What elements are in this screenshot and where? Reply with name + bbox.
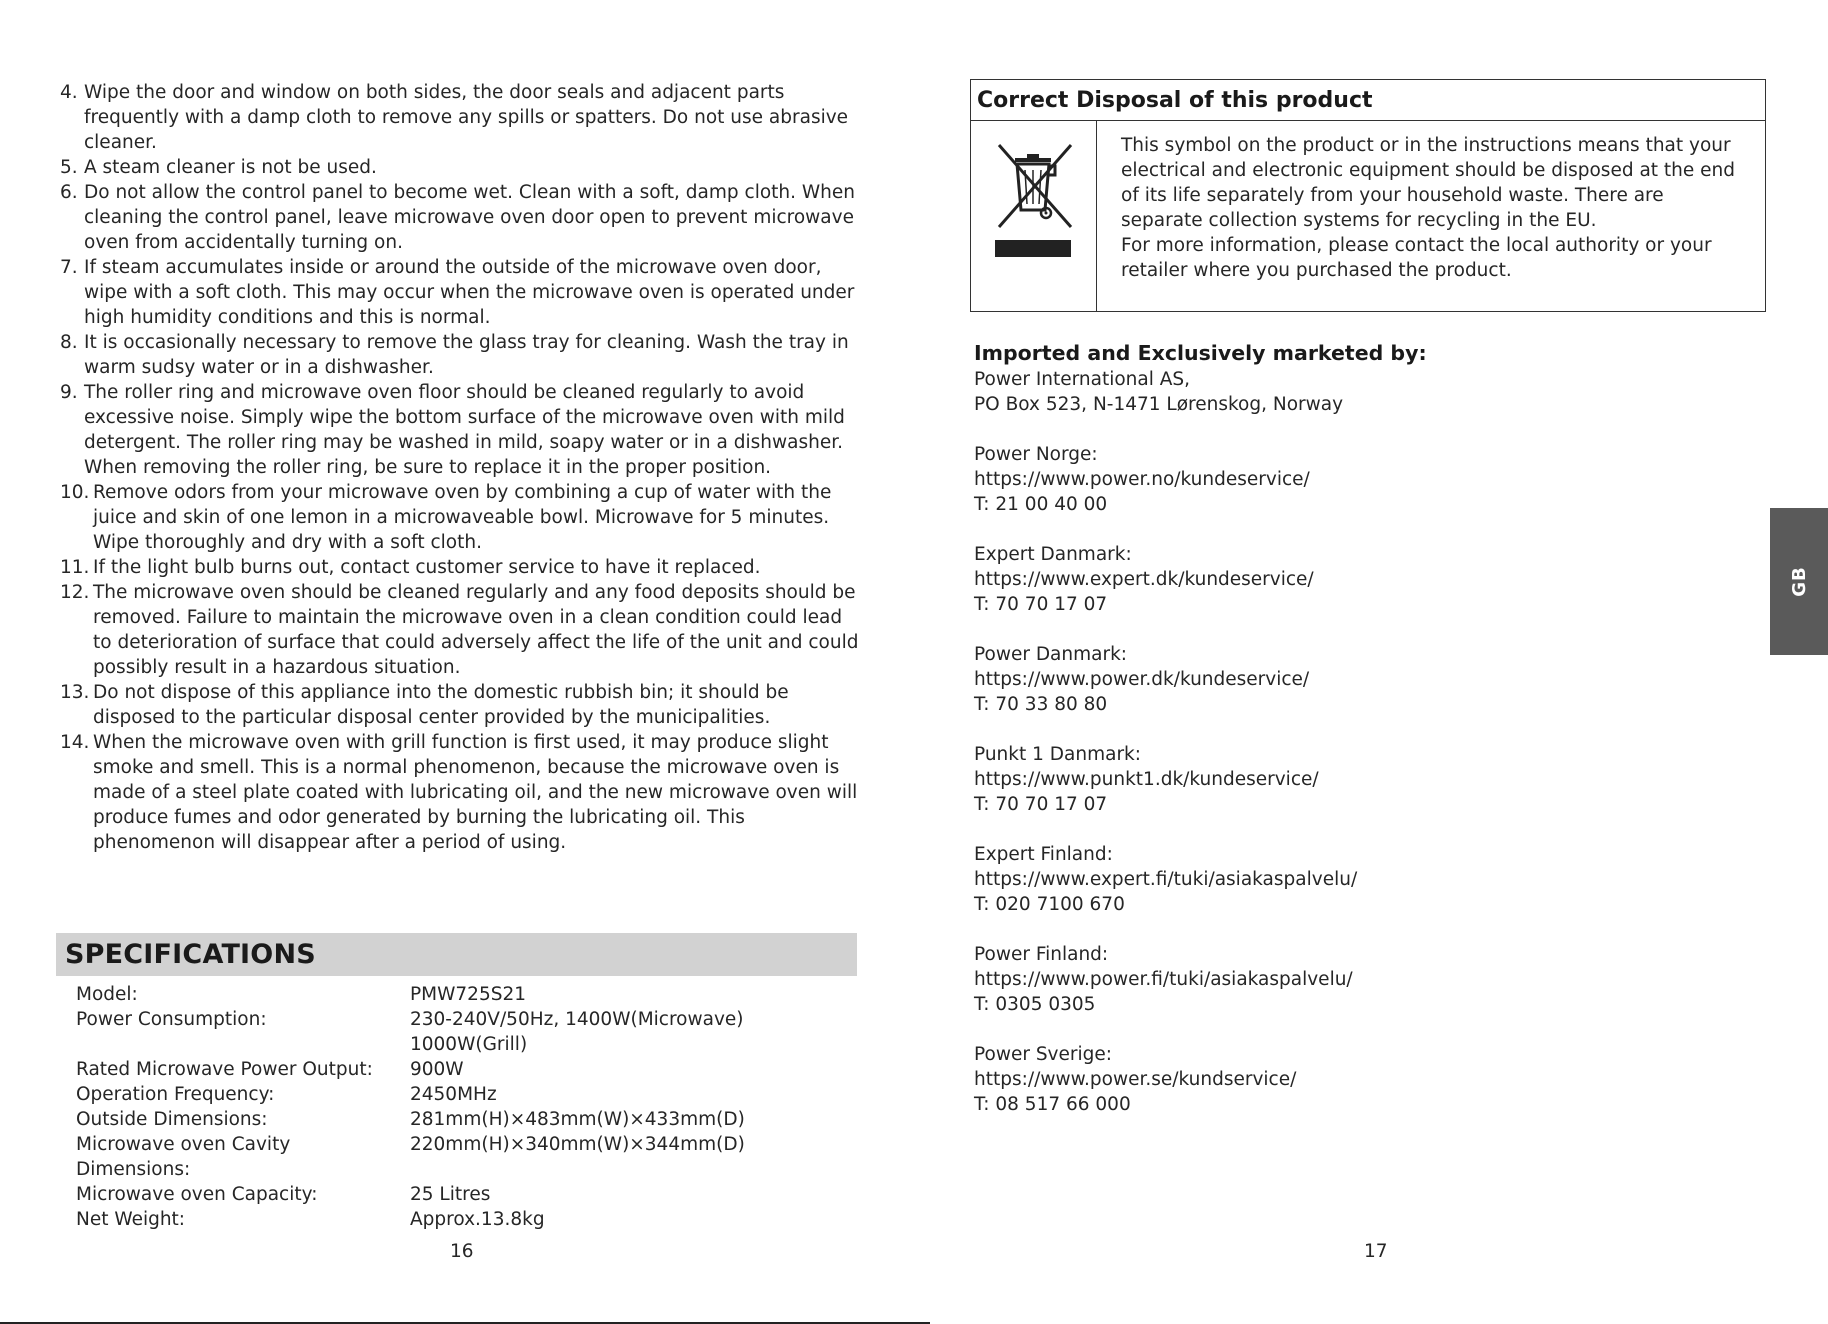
list-item-text: If steam accumulates inside or around the outside of the microwave oven door, wipe with a soft cloth. This may occur when the microwave oven is operated under high humidity conditions and this is normal. (84, 257, 855, 328)
contact-block (974, 542, 1734, 617)
spec-value: 281mm(H)×483mm(W)×433mm(D) (410, 1109, 745, 1130)
contact-phone: T: 020 7100 670 (974, 894, 1125, 915)
list-item-text: Do not dispose of this appliance into the domestic rubbish bin; it should be disposed to the particular disposal center provided by the municipalities. (93, 682, 789, 728)
list-item-number: 14. (60, 732, 90, 753)
list-item (60, 730, 860, 855)
list-item (60, 580, 860, 680)
list-item-number: 4. (60, 82, 78, 103)
spec-value: 2450MHz (410, 1084, 497, 1105)
list-item (60, 330, 860, 380)
list-item-number: 11. (60, 557, 90, 578)
spec-label: Model: (76, 984, 138, 1005)
contact-name: Power Norge: (974, 444, 1098, 465)
list-item (60, 380, 860, 480)
contact-url: https://www.expert.fi/tuki/asiakaspalvelu/ (974, 869, 1358, 890)
list-item (60, 180, 860, 255)
contact-block (974, 742, 1734, 817)
disposal-notice-box (970, 79, 1766, 312)
importer-title: Imported and Exclusively marketed by: (974, 341, 1427, 365)
disposal-text (1121, 133, 1751, 283)
contact-phone: T: 70 70 17 07 (974, 594, 1108, 615)
crossed-out-wheelie-bin-icon (981, 137, 1085, 257)
language-tab (1770, 508, 1828, 655)
contact-phone: T: 70 33 80 80 (974, 694, 1108, 715)
list-item-text: When the microwave oven with grill function is first used, it may produce slight smoke and smell. This is a normal phenomenon, because the microwave oven is made of a steel plate coated with lubricating oil, and the new microwave oven will produce fumes and odor generated by burning the lubricating oil. This phenomenon will disappear after a period of using. (93, 732, 858, 853)
table-row (76, 982, 836, 1007)
list-item-text: Do not allow the control panel to become wet. Clean with a soft, damp cloth. When cleaning the control panel, leave microwave oven door open to prevent microwave oven from accidentally turning on. (84, 182, 856, 253)
contact-name: Power Sverige: (974, 1044, 1112, 1065)
list-item-text: The microwave oven should be cleaned regularly and any food deposits should be removed. Failure to maintain the microwave oven in a clean condition could lead to deterioration of surface that could adversely affect the life of the unit and could possibly result in a hazardous situation. (93, 582, 859, 678)
list-item (60, 480, 860, 555)
disposal-icon-cell (971, 121, 1097, 311)
table-row (76, 1207, 836, 1232)
list-item-number: 6. (60, 182, 78, 203)
contact-block (974, 442, 1734, 517)
list-item-number: 13. (60, 682, 90, 703)
specifications-header (56, 933, 857, 976)
list-item (60, 255, 860, 330)
language-tab-label: GB (1788, 566, 1810, 597)
list-item (60, 80, 860, 155)
table-row (76, 1057, 836, 1082)
contact-name: Punkt 1 Danmark: (974, 744, 1141, 765)
contact-phone: T: 70 70 17 07 (974, 794, 1108, 815)
page-number: 17 (1364, 1241, 1388, 1262)
importer-name: Power International AS, (974, 369, 1191, 390)
spec-label: Power Consumption: (76, 1009, 267, 1030)
contact-phone: T: 0305 0305 (974, 994, 1096, 1015)
contact-name: Power Finland: (974, 944, 1109, 965)
list-item-number: 8. (60, 332, 78, 353)
spec-label: Outside Dimensions: (76, 1109, 268, 1130)
contact-url: https://www.power.dk/kundeservice/ (974, 669, 1310, 690)
spec-value: Approx.13.8kg (410, 1209, 545, 1230)
disposal-title: Correct Disposal of this product (977, 87, 1373, 113)
importer-contacts (974, 340, 1734, 1117)
contact-name: Power Danmark: (974, 644, 1128, 665)
importer-address: PO Box 523, N-1471 Lørenskog, Norway (974, 394, 1344, 415)
table-row (76, 1107, 836, 1132)
spec-value: PMW725S21 (410, 984, 527, 1005)
table-row (76, 1182, 836, 1207)
contact-block (974, 1042, 1734, 1117)
table-row (76, 1082, 836, 1107)
spec-value: 230-240V/50Hz, 1400W(Microwave) 1000W(Grill) (410, 1009, 744, 1055)
spec-value: 25 Litres (410, 1184, 491, 1205)
table-row (76, 1007, 836, 1057)
contact-block (974, 842, 1734, 917)
disposal-paragraph: This symbol on the product or in the instructions means that your electrical and electronic equipment should be disposed at the end of its life separately from your household waste. There are separate collection systems for recycling in the EU. (1121, 135, 1736, 231)
spec-label: Operation Frequency: (76, 1084, 275, 1105)
list-item-text: A steam cleaner is not be used. (84, 157, 377, 178)
contact-name: Expert Finland: (974, 844, 1113, 865)
list-item-text: It is occasionally necessary to remove the glass tray for cleaning. Wash the tray in warm sudsy water or in a dishwasher. (84, 332, 849, 378)
contact-url: https://www.punkt1.dk/kundeservice/ (974, 769, 1319, 790)
list-item-text: Wipe the door and window on both sides, the door seals and adjacent parts frequently with a damp cloth to remove any spills or spatters. Do not use abrasive cleaner. (84, 82, 849, 153)
spec-label: Net Weight: (76, 1209, 186, 1230)
contact-phone: T: 08 517 66 000 (974, 1094, 1131, 1115)
specifications-title: SPECIFICATIONS (65, 939, 316, 970)
table-row (76, 1132, 836, 1182)
contact-url: https://www.power.no/kundeservice/ (974, 469, 1310, 490)
disposal-header (971, 80, 1765, 121)
contact-phone: T: 21 00 40 00 (974, 494, 1108, 515)
spec-value: 220mm(H)×340mm(W)×344mm(D) (410, 1134, 745, 1155)
list-item (60, 555, 860, 580)
contact-name: Expert Danmark: (974, 544, 1132, 565)
list-item (60, 155, 860, 180)
care-instructions-list (60, 80, 860, 855)
page-number: 16 (450, 1241, 474, 1262)
list-item-text: If the light bulb burns out, contact customer service to have it replaced. (93, 557, 761, 578)
contact-block (974, 942, 1734, 1017)
specifications-table (76, 982, 836, 1232)
list-item-number: 5. (60, 157, 78, 178)
contact-url: https://www.power.se/kundservice/ (974, 1069, 1297, 1090)
contact-url: https://www.power.fi/tuki/asiakaspalvelu/ (974, 969, 1353, 990)
list-item-number: 9. (60, 382, 78, 403)
contact-url: https://www.expert.dk/kundeservice/ (974, 569, 1314, 590)
list-item (60, 680, 860, 730)
spec-value: 900W (410, 1059, 464, 1080)
spec-label: Rated Microwave Power Output: (76, 1059, 373, 1080)
right-page (914, 0, 1828, 1324)
disposal-paragraph: For more information, please contact the local authority or your retailer where you purchased the product. (1121, 235, 1712, 281)
spec-label: Microwave oven Cavity Dimensions: (76, 1134, 291, 1180)
list-item-number: 7. (60, 257, 78, 278)
disposal-body (971, 121, 1765, 311)
list-item-text: Remove odors from your microwave oven by combining a cup of water with the juice and skin of one lemon in a microwaveable bowl. Microwave for 5 minutes. Wipe thoroughly and dry with a soft cloth. (93, 482, 832, 553)
list-item-number: 12. (60, 582, 90, 603)
list-item-number: 10. (60, 482, 90, 503)
spec-label: Microwave oven Capacity: (76, 1184, 318, 1205)
contact-block (974, 642, 1734, 717)
list-item-text: The roller ring and microwave oven floor should be cleaned regularly to avoid excessive noise. Simply wipe the bottom surface of the microwave oven with mild detergent. The roller ring may be washed in mild, soapy water or in a dishwasher. When removing the roller ring, be sure to replace it in the proper position. (84, 382, 845, 478)
